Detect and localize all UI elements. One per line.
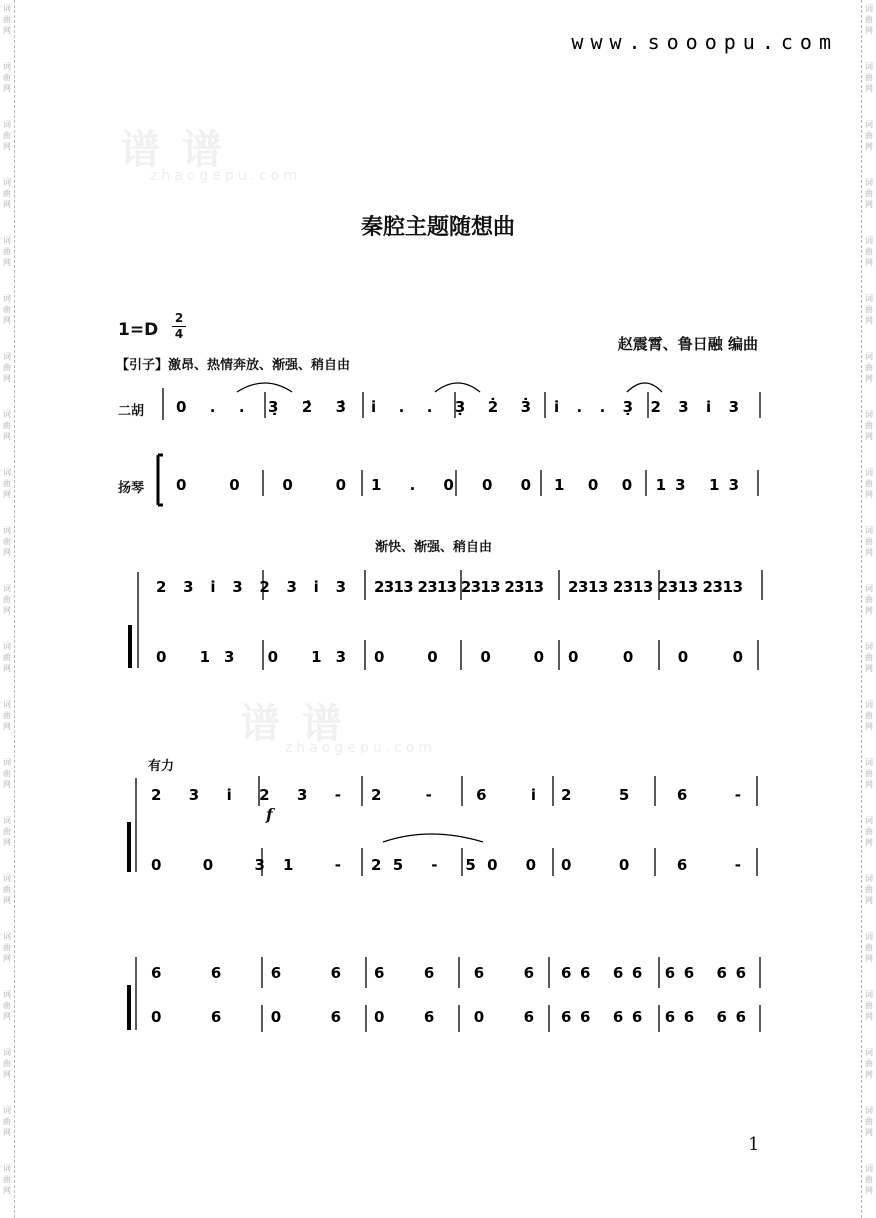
yangqin-measure-group: 0 0 0 0 bbox=[374, 648, 544, 666]
dynamic-marking: f bbox=[266, 805, 273, 824]
erhu-measure-group: 66 66 66 66 bbox=[561, 964, 746, 982]
erhu-measure-group: 2 5 6 - bbox=[561, 786, 741, 804]
margin-mark: 词 bbox=[3, 62, 11, 71]
margin-mark: 网 bbox=[3, 1012, 11, 1021]
margin-mark: 网 bbox=[3, 84, 11, 93]
time-sig-bottom: 4 bbox=[172, 326, 186, 342]
margin-mark: 词 bbox=[865, 1048, 873, 1057]
margin-mark: 词 bbox=[3, 178, 11, 187]
margin-mark: 曲 bbox=[3, 827, 11, 836]
tempo-direction: 渐快、渐强、稍自由 bbox=[375, 540, 493, 555]
erhu-measure-group: i̇ . . 3̣ 2̇ 3̇ bbox=[371, 398, 531, 416]
margin-mark: 词 bbox=[3, 236, 11, 245]
margin-mark: 曲 bbox=[3, 15, 11, 24]
margin-mark: 曲 bbox=[3, 1001, 11, 1010]
margin-mark: 曲 bbox=[3, 305, 11, 314]
margin-mark: 词 bbox=[3, 4, 11, 13]
margin-mark: 词 bbox=[3, 700, 11, 709]
margin-mark: 词 bbox=[865, 178, 873, 187]
margin-mark: 网 bbox=[865, 432, 873, 441]
margin-mark: 曲 bbox=[865, 305, 873, 314]
margin-mark: 词 bbox=[865, 700, 873, 709]
margin-mark: 词 bbox=[3, 874, 11, 883]
margin-mark: 曲 bbox=[3, 595, 11, 604]
margin-mark: 词 bbox=[3, 584, 11, 593]
margin-mark: 网 bbox=[865, 316, 873, 325]
margin-mark: 曲 bbox=[3, 711, 11, 720]
margin-mark: 词 bbox=[3, 410, 11, 419]
margin-mark: 曲 bbox=[865, 595, 873, 604]
margin-mark: 曲 bbox=[865, 827, 873, 836]
margin-mark: 网 bbox=[865, 838, 873, 847]
composer-credit: 赵震霄、鲁日融 编曲 bbox=[617, 335, 758, 353]
margin-mark: 曲 bbox=[3, 363, 11, 372]
margin-mark: 词 bbox=[865, 874, 873, 883]
margin-mark: 词 bbox=[865, 526, 873, 535]
margin-mark: 网 bbox=[865, 1186, 873, 1195]
yangqin-measure-group: 25 - 50 0 bbox=[371, 856, 536, 874]
margin-mark: 网 bbox=[3, 1186, 11, 1195]
margin-mark: 网 bbox=[3, 26, 11, 35]
yangqin-measure-group: 0 0 31 - bbox=[151, 856, 341, 874]
intro-direction: 【引子】激昂、热情奔放、渐强、稍自由 bbox=[116, 358, 351, 373]
margin-mark: 网 bbox=[3, 1070, 11, 1079]
margin-mark: 曲 bbox=[865, 131, 873, 140]
margin-mark: 网 bbox=[3, 490, 11, 499]
margin-mark: 网 bbox=[865, 490, 873, 499]
erhu-measure-group: 6 6 6 6 bbox=[374, 964, 534, 982]
yangqin-measure-group: 0 6 0 6 bbox=[374, 1008, 534, 1026]
margin-mark: 词 bbox=[865, 816, 873, 825]
instrument-label-erhu: 二胡 bbox=[118, 404, 145, 419]
margin-mark: 词 bbox=[3, 816, 11, 825]
erhu-measure-group: 2 3 i 3 2 3 i 3 bbox=[156, 578, 346, 596]
strength-direction: 有力 bbox=[148, 759, 175, 774]
site-url: www.sooopu.com bbox=[571, 30, 838, 54]
margin-mark: 词 bbox=[3, 1164, 11, 1173]
margin-mark: 曲 bbox=[3, 479, 11, 488]
margin-mark: 词 bbox=[865, 468, 873, 477]
piece-title: 秦腔主题随想曲 bbox=[360, 214, 515, 240]
margin-mark: 曲 bbox=[865, 943, 873, 952]
margin-mark: 网 bbox=[865, 606, 873, 615]
margin-mark: 网 bbox=[865, 142, 873, 151]
margin-mark: 曲 bbox=[3, 769, 11, 778]
erhu-measure-group: 0 . . 3̣ 2̇ 3̇ bbox=[176, 398, 346, 416]
margin-mark: 词 bbox=[3, 758, 11, 767]
margin-mark: 曲 bbox=[3, 943, 11, 952]
yangqin-measure-group: 1 0 0 13 13 bbox=[554, 476, 739, 494]
margin-mark: 曲 bbox=[3, 1175, 11, 1184]
margin-mark: 曲 bbox=[865, 247, 873, 256]
margin-mark: 曲 bbox=[865, 1117, 873, 1126]
margin-mark: 词 bbox=[3, 1048, 11, 1057]
margin-mark: 曲 bbox=[3, 1059, 11, 1068]
margin-mark: 网 bbox=[3, 258, 11, 267]
margin-mark: 网 bbox=[865, 954, 873, 963]
margin-mark: 曲 bbox=[865, 73, 873, 82]
margin-mark: 网 bbox=[865, 896, 873, 905]
key-signature: 1=D bbox=[118, 320, 159, 340]
yangqin-measure-group: 1 . 0 0 0 bbox=[371, 476, 531, 494]
page-number: 1 bbox=[748, 1134, 760, 1155]
margin-mark: 网 bbox=[3, 316, 11, 325]
watermark-url: zhaogepu.com bbox=[285, 740, 436, 756]
margin-mark: 词 bbox=[3, 352, 11, 361]
margin-mark: 网 bbox=[865, 1070, 873, 1079]
margin-mark: 词 bbox=[865, 932, 873, 941]
margin-mark: 曲 bbox=[3, 537, 11, 546]
margin-mark: 词 bbox=[3, 120, 11, 129]
margin-mark: 曲 bbox=[865, 885, 873, 894]
margin-mark: 曲 bbox=[865, 1001, 873, 1010]
margin-mark: 曲 bbox=[865, 711, 873, 720]
margin-mark: 词 bbox=[865, 352, 873, 361]
margin-mark: 网 bbox=[3, 374, 11, 383]
margin-mark: 词 bbox=[865, 294, 873, 303]
margin-mark: 词 bbox=[3, 642, 11, 651]
margin-mark: 词 bbox=[865, 120, 873, 129]
margin-mark: 曲 bbox=[865, 479, 873, 488]
margin-mark: 网 bbox=[865, 1012, 873, 1021]
margin-mark: 网 bbox=[3, 432, 11, 441]
margin-mark: 网 bbox=[3, 838, 11, 847]
margin-mark: 词 bbox=[865, 236, 873, 245]
margin-mark: 曲 bbox=[3, 421, 11, 430]
margin-mark: 网 bbox=[865, 258, 873, 267]
margin-mark: 词 bbox=[865, 4, 873, 13]
yangqin-measure-group: 0 0 0 0 bbox=[568, 648, 743, 666]
margin-mark: 网 bbox=[3, 200, 11, 209]
margin-mark: 网 bbox=[3, 722, 11, 731]
margin-mark: 曲 bbox=[865, 769, 873, 778]
margin-mark: 曲 bbox=[865, 15, 873, 24]
margin-mark: 网 bbox=[3, 606, 11, 615]
margin-mark: 词 bbox=[3, 932, 11, 941]
margin-mark: 曲 bbox=[3, 885, 11, 894]
margin-mark: 网 bbox=[865, 722, 873, 731]
margin-mark: 网 bbox=[3, 548, 11, 557]
margin-mark: 曲 bbox=[865, 421, 873, 430]
yangqin-measure-group: 0 0 6 - bbox=[561, 856, 741, 874]
margin-mark: 曲 bbox=[865, 363, 873, 372]
erhu-measure-group: 2313 2313 2313 2313 bbox=[374, 578, 544, 596]
margin-mark: 网 bbox=[3, 664, 11, 673]
margin-mark: 曲 bbox=[865, 537, 873, 546]
margin-mark: 词 bbox=[865, 1164, 873, 1173]
margin-mark: 网 bbox=[3, 142, 11, 151]
margin-mark: 曲 bbox=[865, 1059, 873, 1068]
margin-mark: 曲 bbox=[3, 73, 11, 82]
margin-mark: 网 bbox=[865, 26, 873, 35]
margin-mark: 词 bbox=[865, 1106, 873, 1115]
erhu-measure-group: i̇ . . 3̣ 2 3 i 3 bbox=[554, 398, 739, 416]
margin-mark: 网 bbox=[865, 664, 873, 673]
margin-mark: 词 bbox=[3, 990, 11, 999]
margin-mark: 词 bbox=[865, 584, 873, 593]
margin-mark: 曲 bbox=[865, 189, 873, 198]
margin-mark: 网 bbox=[865, 780, 873, 789]
margin-mark: 网 bbox=[865, 84, 873, 93]
instrument-label-yangqin: 扬琴 bbox=[118, 481, 145, 496]
erhu-measure-group: 2 - 6 i bbox=[371, 786, 536, 804]
margin-mark: 曲 bbox=[865, 1175, 873, 1184]
margin-mark: 词 bbox=[3, 294, 11, 303]
watermark: 谱 谱 bbox=[120, 126, 226, 173]
margin-mark: 曲 bbox=[3, 1117, 11, 1126]
watermark: 谱 谱 bbox=[240, 700, 346, 747]
erhu-measure-group: 2 3 i 2 3 - bbox=[151, 786, 341, 804]
margin-mark: 网 bbox=[3, 1128, 11, 1137]
erhu-measure-group: 6 6 6 6 bbox=[151, 964, 341, 982]
yangqin-measure-group: 0 0 0 0 bbox=[176, 476, 346, 494]
margin-mark: 曲 bbox=[865, 653, 873, 662]
yangqin-measure-group: 0 6 0 6 bbox=[151, 1008, 341, 1026]
margin-mark: 网 bbox=[3, 896, 11, 905]
margin-mark: 曲 bbox=[3, 189, 11, 198]
yangqin-measure-group: 66 66 66 66 bbox=[561, 1008, 746, 1026]
yangqin-measure-group: 0 13 0 13 bbox=[156, 648, 346, 666]
margin-mark: 曲 bbox=[3, 653, 11, 662]
margin-mark: 词 bbox=[865, 758, 873, 767]
margin-mark: 网 bbox=[3, 954, 11, 963]
margin-mark: 网 bbox=[865, 548, 873, 557]
margin-mark: 词 bbox=[865, 642, 873, 651]
margin-mark: 词 bbox=[865, 990, 873, 999]
margin-mark: 网 bbox=[3, 780, 11, 789]
margin-mark: 网 bbox=[865, 374, 873, 383]
margin-mark: 词 bbox=[3, 468, 11, 477]
margin-mark: 曲 bbox=[3, 247, 11, 256]
margin-mark: 网 bbox=[865, 200, 873, 209]
margin-mark: 词 bbox=[865, 62, 873, 71]
erhu-measure-group: 2313 2313 2313 2313 bbox=[568, 578, 743, 596]
margin-mark: 词 bbox=[865, 410, 873, 419]
time-sig-top: 2 bbox=[174, 311, 184, 325]
margin-mark: 词 bbox=[3, 526, 11, 535]
margin-mark: 词 bbox=[3, 1106, 11, 1115]
watermark-url: zhaogepu.com bbox=[150, 168, 301, 184]
margin-mark: 网 bbox=[865, 1128, 873, 1137]
margin-mark: 曲 bbox=[3, 131, 11, 140]
